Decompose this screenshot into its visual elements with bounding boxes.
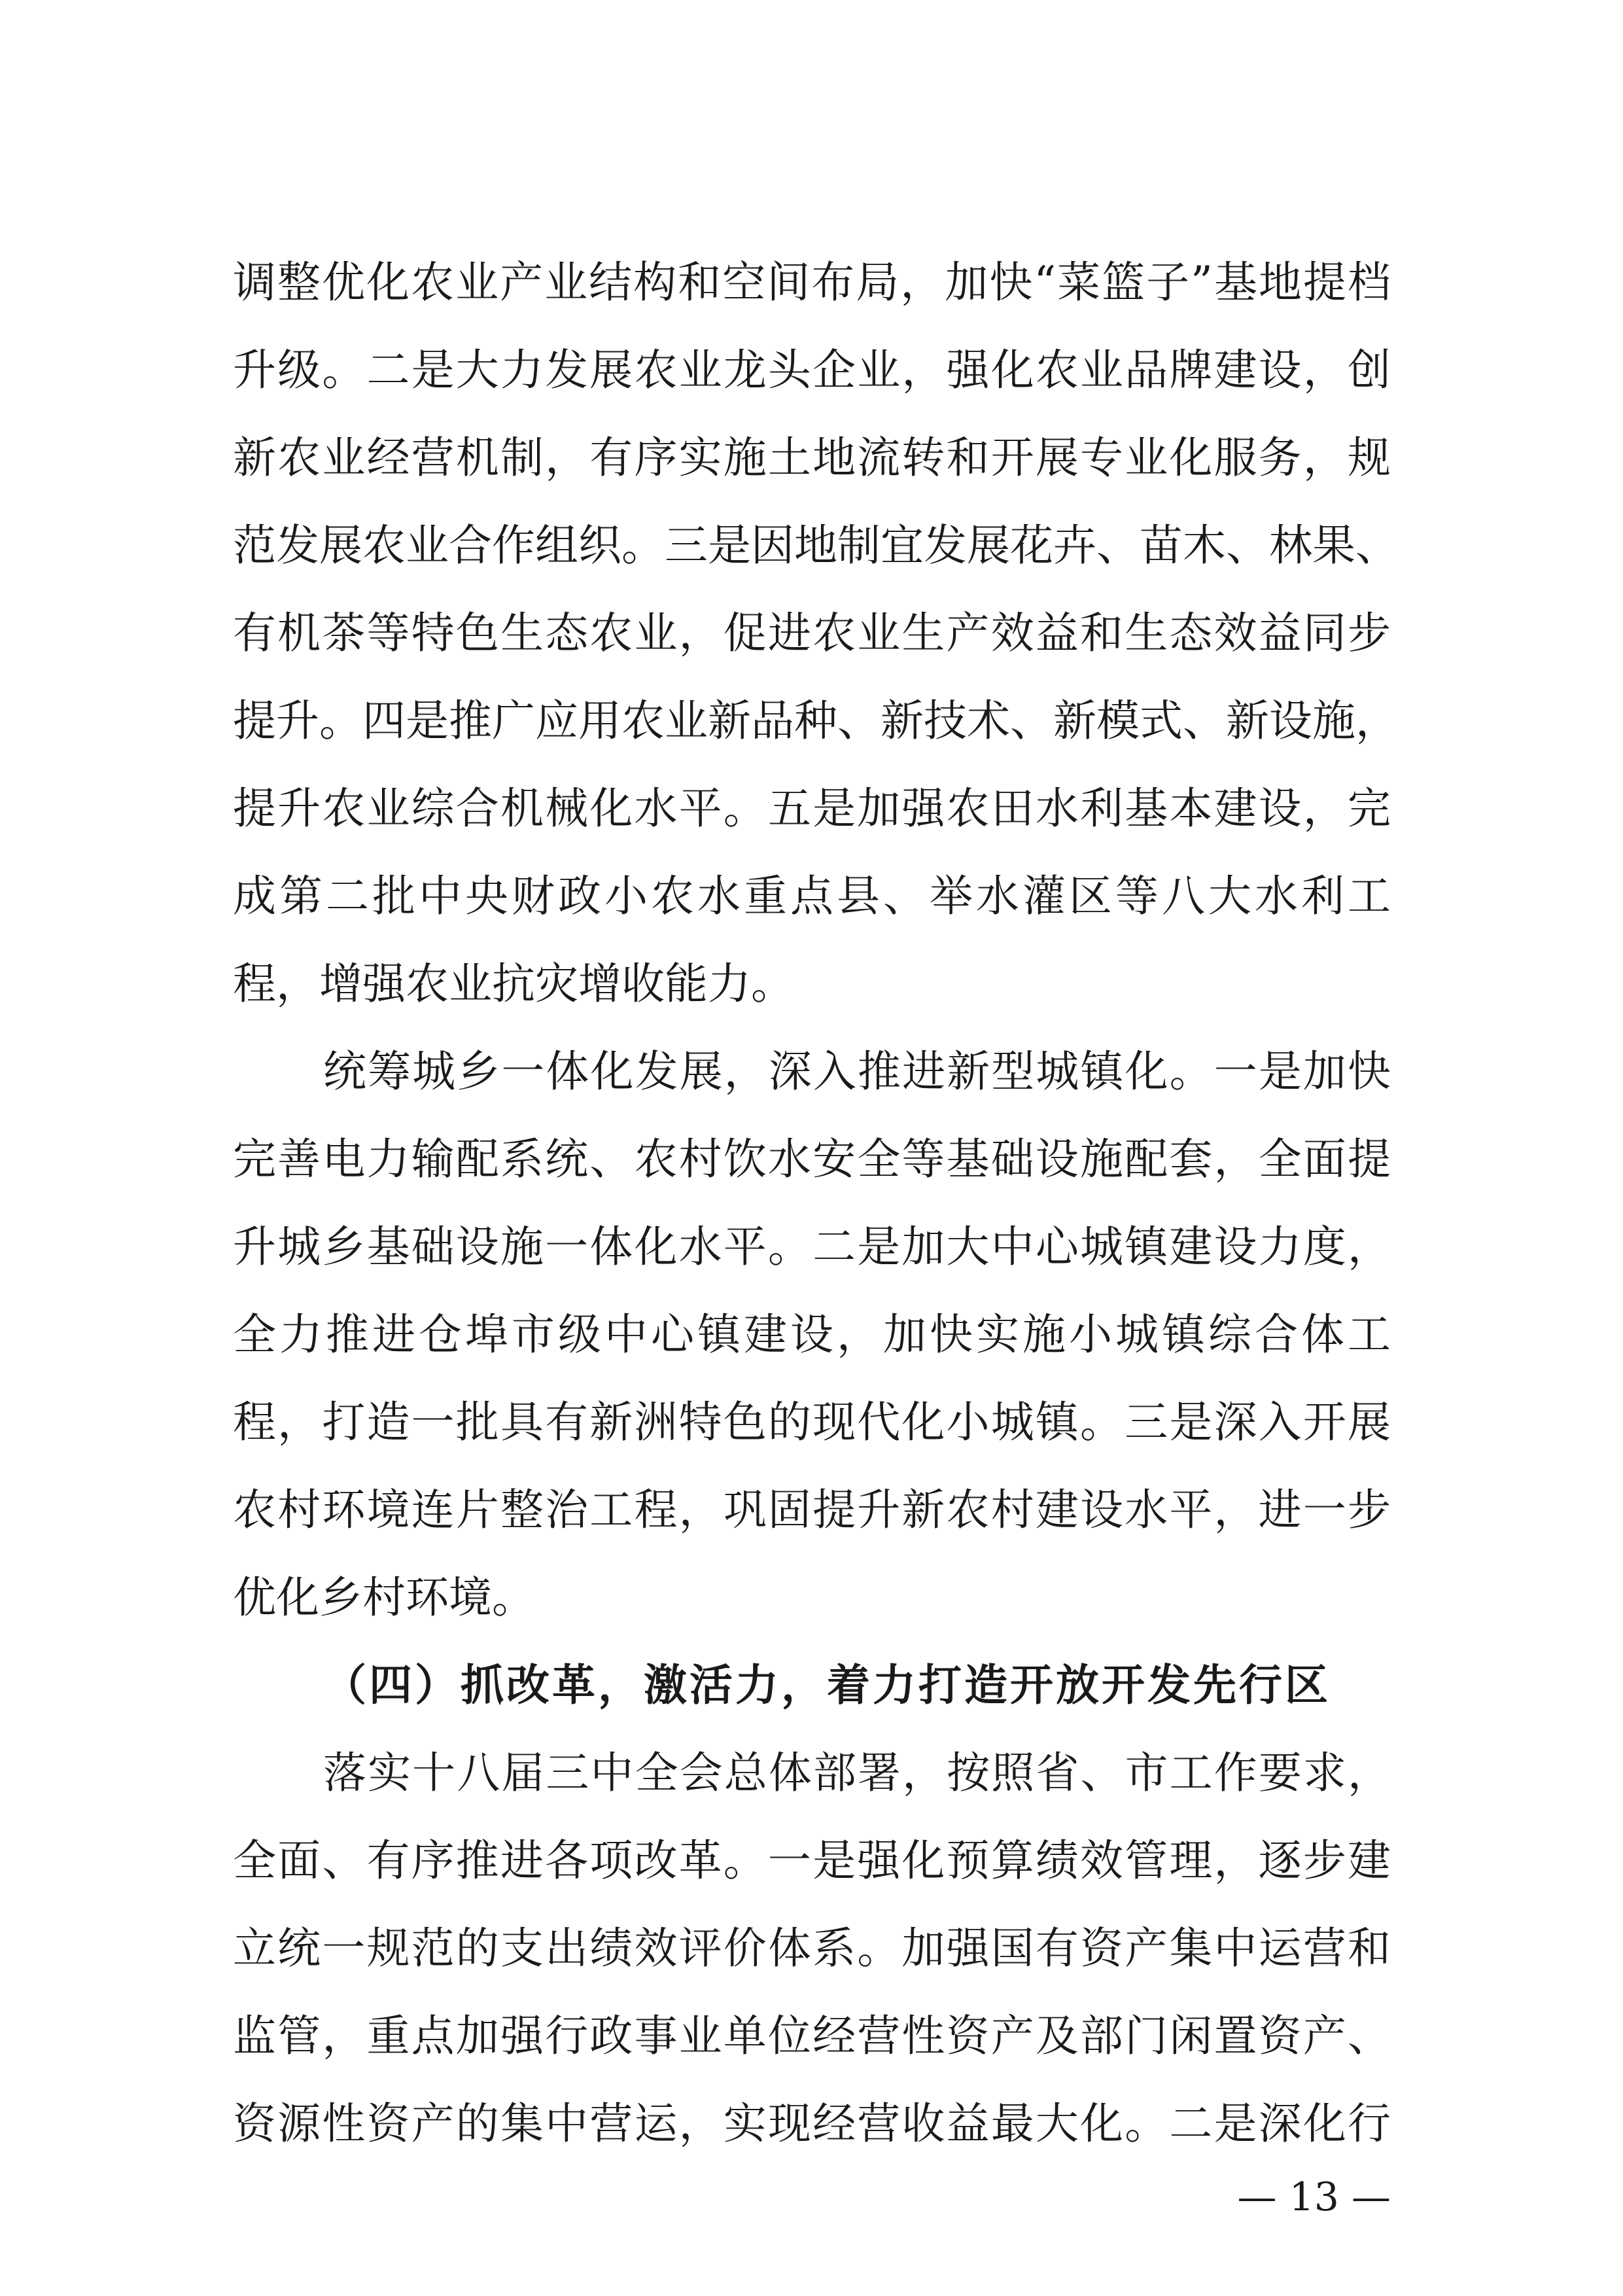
body-text-line: 资源性资产的集中营运，实现经营收益最大化。二是深化行: [233, 2098, 1391, 2149]
paragraph-first-line: 统筹城乡一体化发展，深入推进新型城镇化。一是加快: [323, 1046, 1391, 1097]
body-text-line: 提升农业综合机械化水平。五是加强农田水利基本建设，完: [233, 783, 1391, 834]
body-text-line: 农村环境连片整治工程，巩固提升新农村建设水平，进一步: [233, 1485, 1391, 1535]
body-text-line: 提升。四是推广应用农业新品种、新技术、新模式、新设施，: [233, 696, 1399, 746]
page-number: — 13 —: [1237, 2174, 1391, 2220]
paragraph-first-line: 落实十八届三中全会总体部署，按照省、市工作要求，: [323, 1748, 1391, 1798]
body-text-line: 调整优化农业产业结构和空间布局，加快“菜篮子”基地提档: [233, 257, 1391, 308]
body-text-line: 新农业经营机制，有序实施土地流转和开展专业化服务，规: [233, 433, 1391, 483]
body-text-line: 立统一规范的支出绩效评价体系。加强国有资产集中运营和: [233, 1923, 1391, 1973]
body-text-line: 成第二批中央财政小农水重点县、举水灌区等八大水利工: [233, 871, 1391, 921]
body-text-line: 范发展农业合作组织。三是因地制宜发展花卉、苗木、林果、: [233, 520, 1399, 571]
paragraph-end-line: 优化乡村环境。: [233, 1572, 535, 1623]
section-heading: （四）抓改革，激活力，着力打造开放开发先行区: [323, 1660, 1331, 1710]
body-text-line: 全面、有序推进各项改革。一是强化预算绩效管理，逐步建: [233, 1835, 1391, 1886]
body-text-line: 程，打造一批具有新洲特色的现代化小城镇。三是深入开展: [233, 1397, 1391, 1447]
paragraph-end-line: 程，增强农业抗灾增收能力。: [233, 959, 794, 1009]
body-text-line: 完善电力输配系统、农村饮水安全等基础设施配套，全面提: [233, 1134, 1391, 1184]
body-text-line: 升城乡基础设施一体化水平。二是加大中心城镇建设力度，: [233, 1222, 1391, 1272]
body-text-line: 有机茶等特色生态农业，促进农业生产效益和生态效益同步: [233, 608, 1391, 658]
body-text-line: 升级。二是大力发展农业龙头企业，强化农业品牌建设，创: [233, 345, 1391, 395]
body-text-line: 全力推进仓埠市级中心镇建设，加快实施小城镇综合体工: [233, 1309, 1391, 1360]
body-text-line: 监管，重点加强行政事业单位经营性资产及部门闲置资产、: [233, 2011, 1391, 2061]
